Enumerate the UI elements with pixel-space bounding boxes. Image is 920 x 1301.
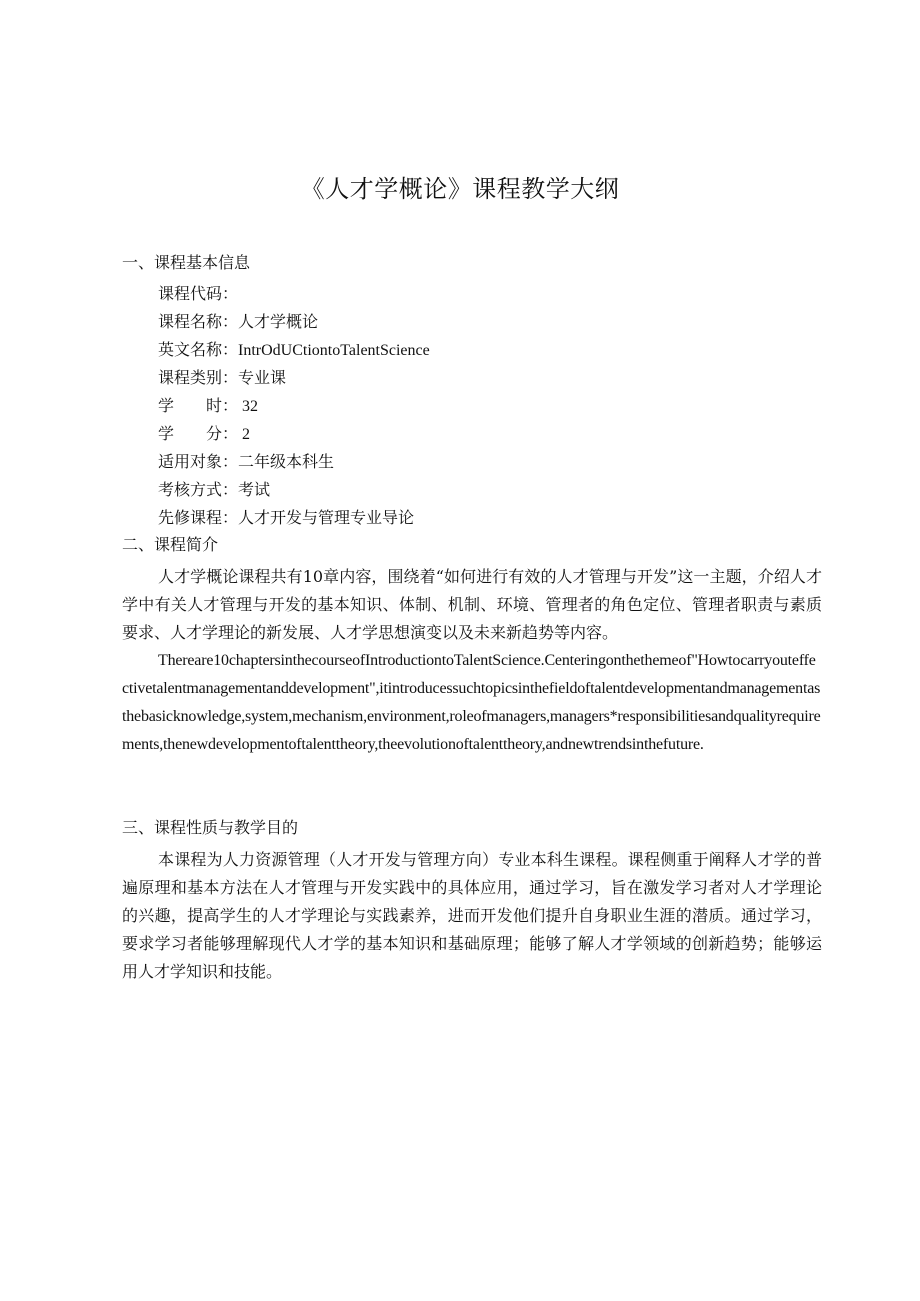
info-row-assessment: [158, 476, 430, 504]
info-value: 2: [242, 426, 250, 443]
info-label: 考核方式：: [158, 480, 239, 499]
info-label: 适用对象：: [158, 452, 239, 471]
info-label: 学 时：: [158, 396, 239, 415]
info-label: 课程代码：: [158, 284, 239, 303]
info-value: 二年级本科生: [238, 452, 335, 471]
info-row-course-code: [158, 280, 430, 308]
info-row-english-name: [158, 336, 430, 364]
section3-body: [122, 846, 822, 986]
info-row-course-category: [158, 364, 430, 392]
info-label: 先修课程：: [158, 508, 239, 527]
info-row-credits: [158, 420, 430, 448]
info-value: IntrOdUCtiontoTalentScience: [238, 342, 430, 359]
section1-heading: 一、课程基本信息: [122, 253, 251, 272]
info-value: 人才开发与管理专业导论: [238, 508, 415, 527]
section3-heading: 三、课程性质与教学目的: [122, 818, 299, 837]
course-info-list: [158, 280, 430, 532]
document-title: 《人才学概论》课程教学大纲: [300, 175, 620, 203]
info-label: 英文名称：: [158, 340, 239, 359]
info-label: 课程名称：: [158, 312, 239, 331]
info-value: 32: [242, 398, 258, 415]
info-value: 考试: [238, 480, 271, 499]
section2-heading: 二、课程简介: [122, 535, 219, 554]
info-row-audience: [158, 448, 430, 476]
info-row-hours: [158, 392, 430, 420]
paragraph: 本课程为人力资源管理（人才开发与管理方向）专业本科生课程。课程侧重于阐释人才学的普遍原理和基本方法在人才管理与开发实践中的具体应用，通过学习，旨在激发学习者对人才学理论的兴趣，提高学生的人才学理论与实践素养，进而开发他们提升自身职业生涯的潜质。通过学习，要求学习者能够理解现代人才学的基本知识和基础原理；能够了解人才学领域的创新趋势；能够运用人才学知识和技能。: [122, 850, 822, 981]
info-row-course-name: [158, 308, 430, 336]
info-value: 专业课: [238, 368, 287, 387]
info-label: 学 分：: [158, 424, 239, 443]
info-value: 人才学概论: [238, 312, 319, 331]
paragraph: Thereare10chaptersinthecourseofIntroductiontoTalentScience.Centeringonthethemeof"Howtocarryouteffectivetalentmanagementanddevelopment",itintroducessuchtopicsinthefieldoftalentdevelopmentandmanagementasthebasicknowledge,system,mechanism,environment,roleofmanagers,managers*responsibilitiesandqualityrequirements,thenewdevelopmentoftalenttheory,theevolutionoftalenttheory,andnewtrendsinthefuture.: [122, 652, 821, 753]
section2-en-body: [122, 647, 822, 759]
section2-cn-body: [122, 563, 822, 647]
info-row-prerequisite: [158, 504, 430, 532]
info-label: 课程类别：: [158, 368, 239, 387]
paragraph: 人才学概论课程共有10章内容，围绕着“如何进行有效的人才管理与开发”这一主题，介绍人才学中有关人才管理与开发的基本知识、体制、机制、环境、管理者的角色定位、管理者职责与素质要求、人才学理论的新发展、人才学思想演变以及未来新趋势等内容。: [122, 567, 822, 642]
